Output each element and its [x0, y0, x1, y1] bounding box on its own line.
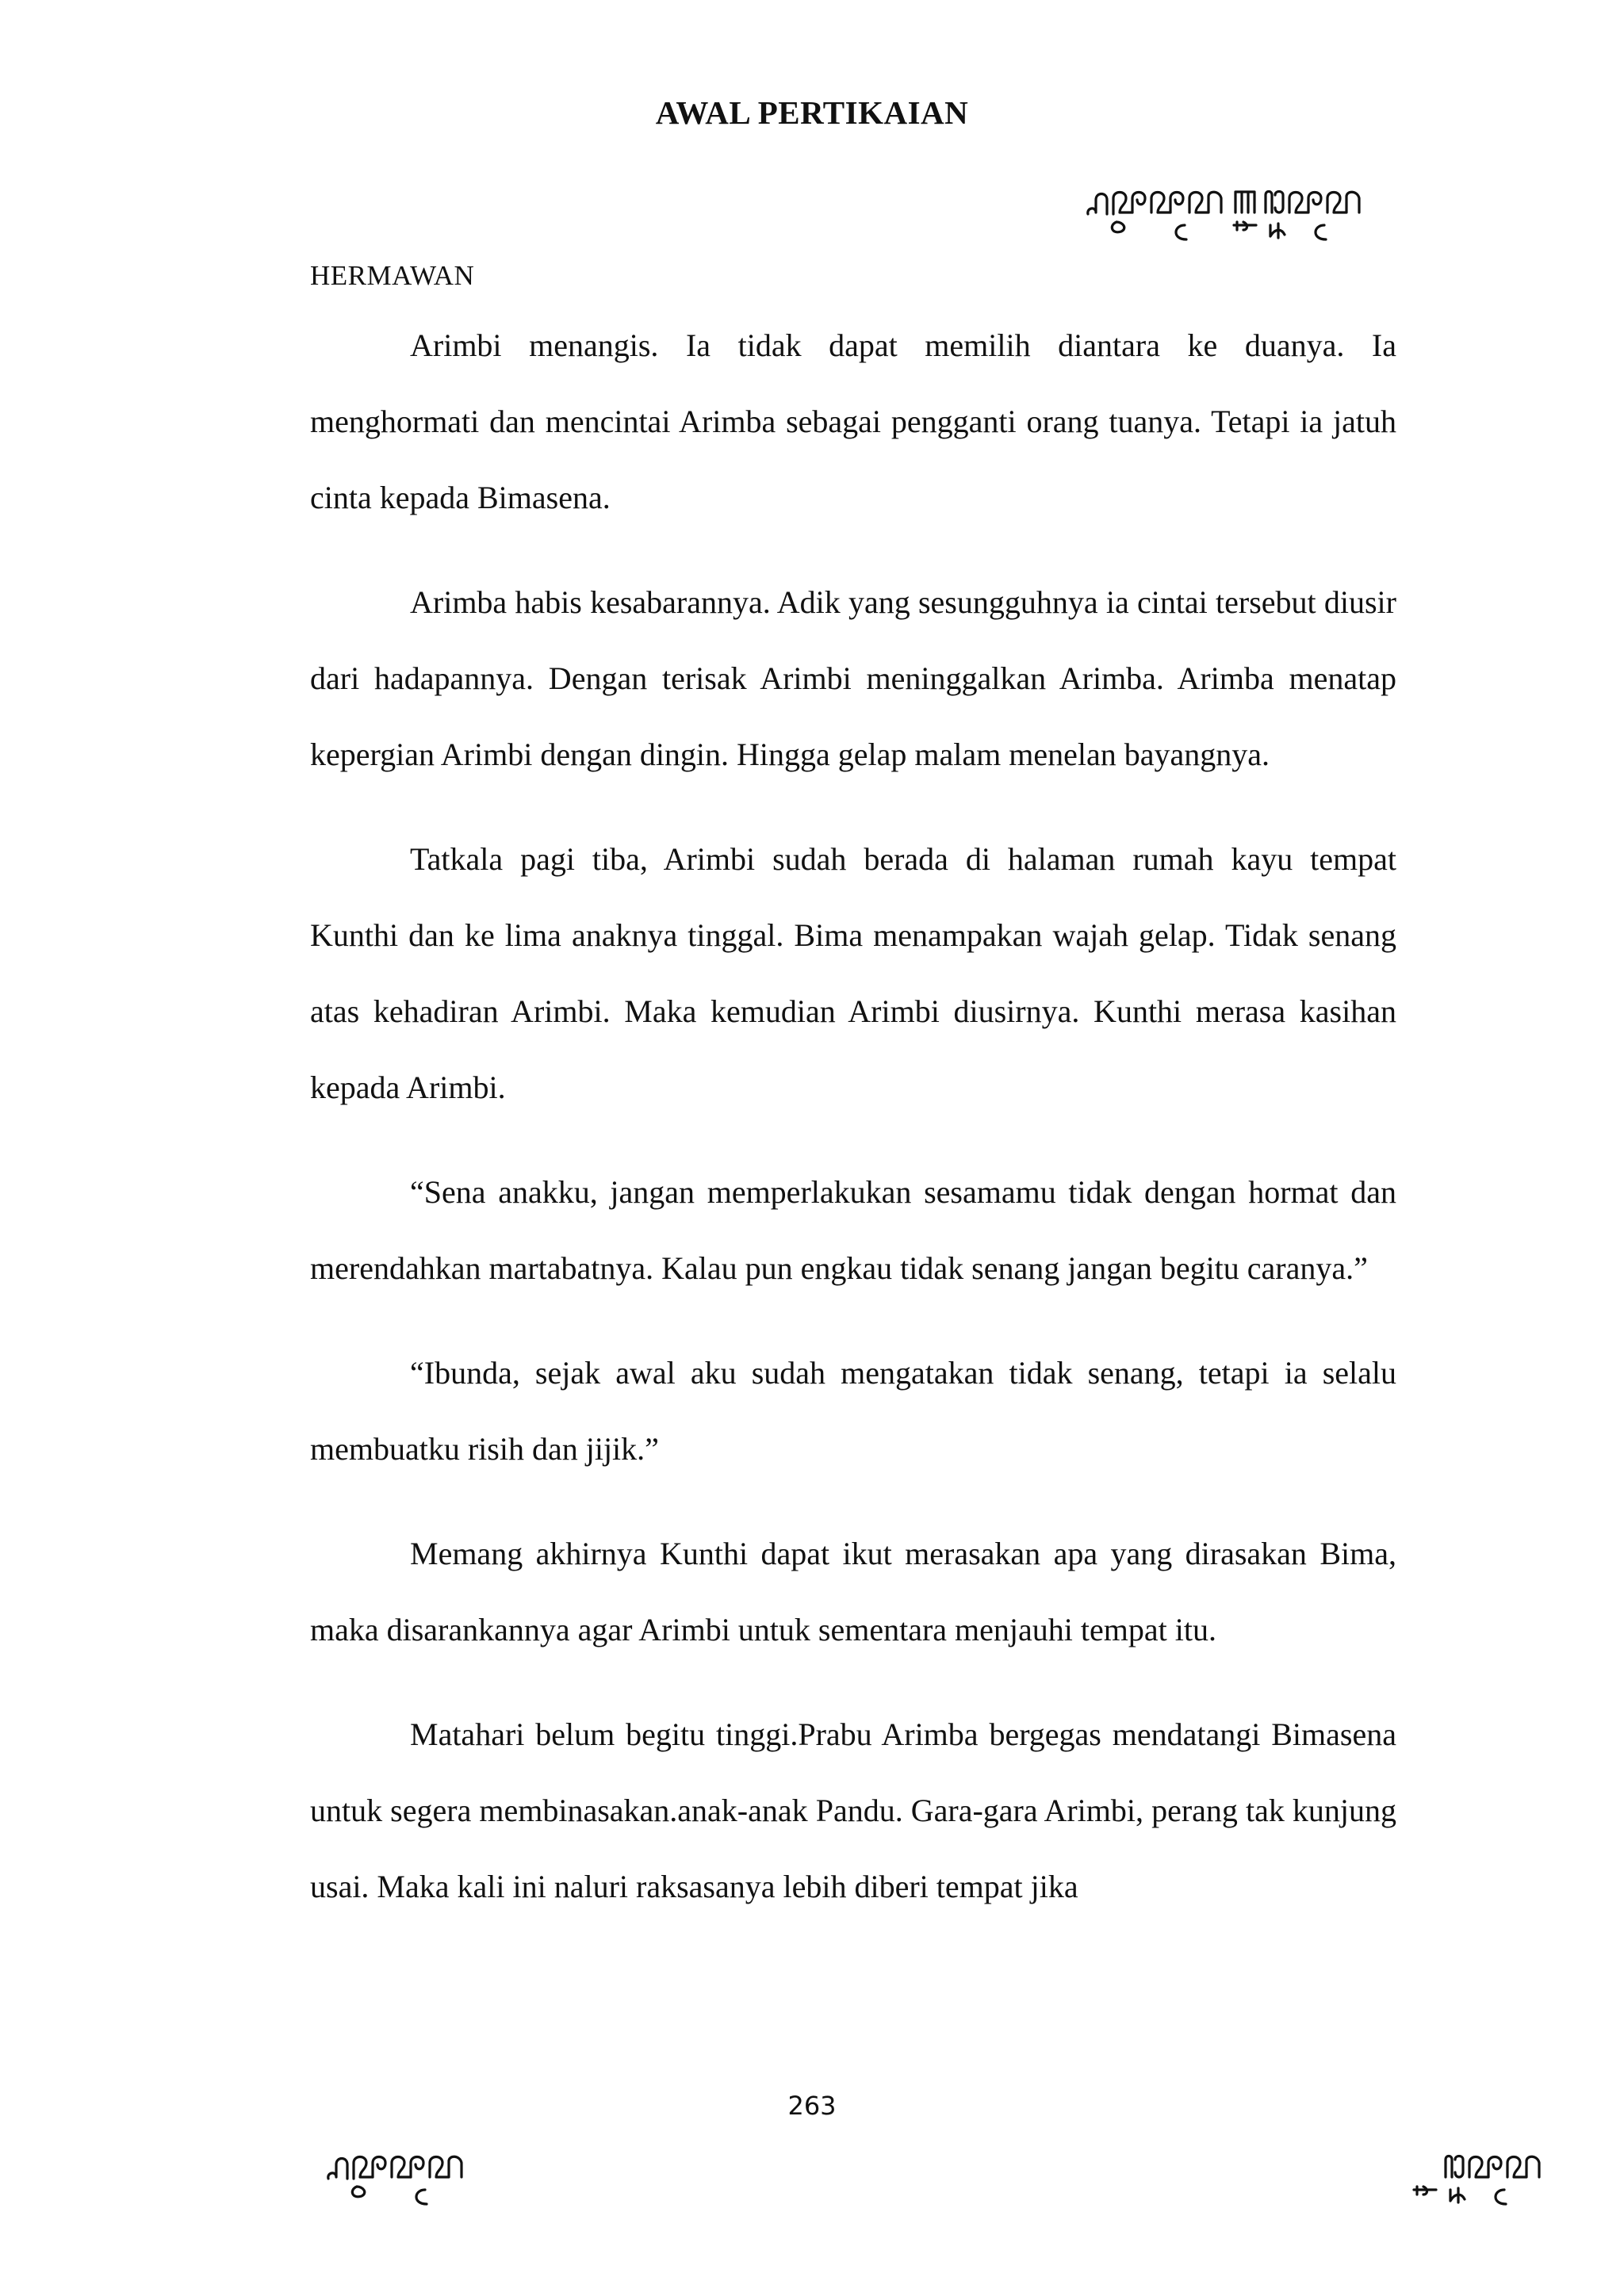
- paragraph-7: Matahari belum begitu tinggi.Prabu Arimba bergegas mendatangi Bimasena untuk segera membinasakan.anak-anak Pandu. Gara-gara Arimbi, perang tak kunjung usai. Maka kali ini naluri raksasanya lebih diberi tempat jika: [310, 1716, 1396, 1904]
- paragraph-5: “Ibunda, sejak awal aku sudah mengatakan tidak senang, tetapi ia selalu membuatku risih dan jijik.”: [310, 1355, 1396, 1467]
- javanese-script-footer-right-icon: [1408, 2149, 1558, 2220]
- paragraph-3: Tatkala pagi tiba, Arimbi sudah berada di halaman rumah kayu tempat Kunthi dan ke lima anaknya tinggal. Bima menampakan wajah gelap. Tidak senang atas kehadiran Arimbi. Maka kemudian Arimbi diusirnya. Kunthi merasa kasihan kepada Arimbi.: [310, 841, 1396, 1105]
- page-number: 263: [787, 2091, 837, 2121]
- paragraph-1: Arimbi menangis. Ia tidak dapat memilih diantara ke duanya. Ia menghormati dan mencintai Arimba sebagai pengganti orang tuanya. Tetapi ia jatuh cinta kepada Bimasena.: [310, 327, 1396, 515]
- javanese-script-footer-left-icon: [325, 2149, 492, 2220]
- author-name: HERMAWAN: [310, 260, 475, 291]
- paragraph-2: Arimba habis kesabarannya. Adik yang sesungguhnya ia cintai tersebut diusir dari hadapannya. Dengan terisak Arimbi meninggalkan Arimba. Arimba menatap kepergian Arimbi dengan dingin. Hingga gelap malam menelan bayangnya.: [310, 584, 1396, 772]
- javanese-script-header-icon: [1085, 184, 1410, 263]
- page-title: AWAL PERTIKAIAN: [655, 94, 969, 131]
- paragraph-4: “Sena anakku, jangan memperlakukan sesamamu tidak dengan hormat dan merendahkan martabatnya. Kalau pun engkau tidak senang jangan begitu caranya.”: [310, 1174, 1396, 1286]
- paragraph-6: Memang akhirnya Kunthi dapat ikut merasakan apa yang dirasakan Bima, maka disarankannya agar Arimbi untuk sementara menjauhi tempat itu.: [310, 1536, 1396, 1647]
- chapter-body: [310, 308, 1396, 1954]
